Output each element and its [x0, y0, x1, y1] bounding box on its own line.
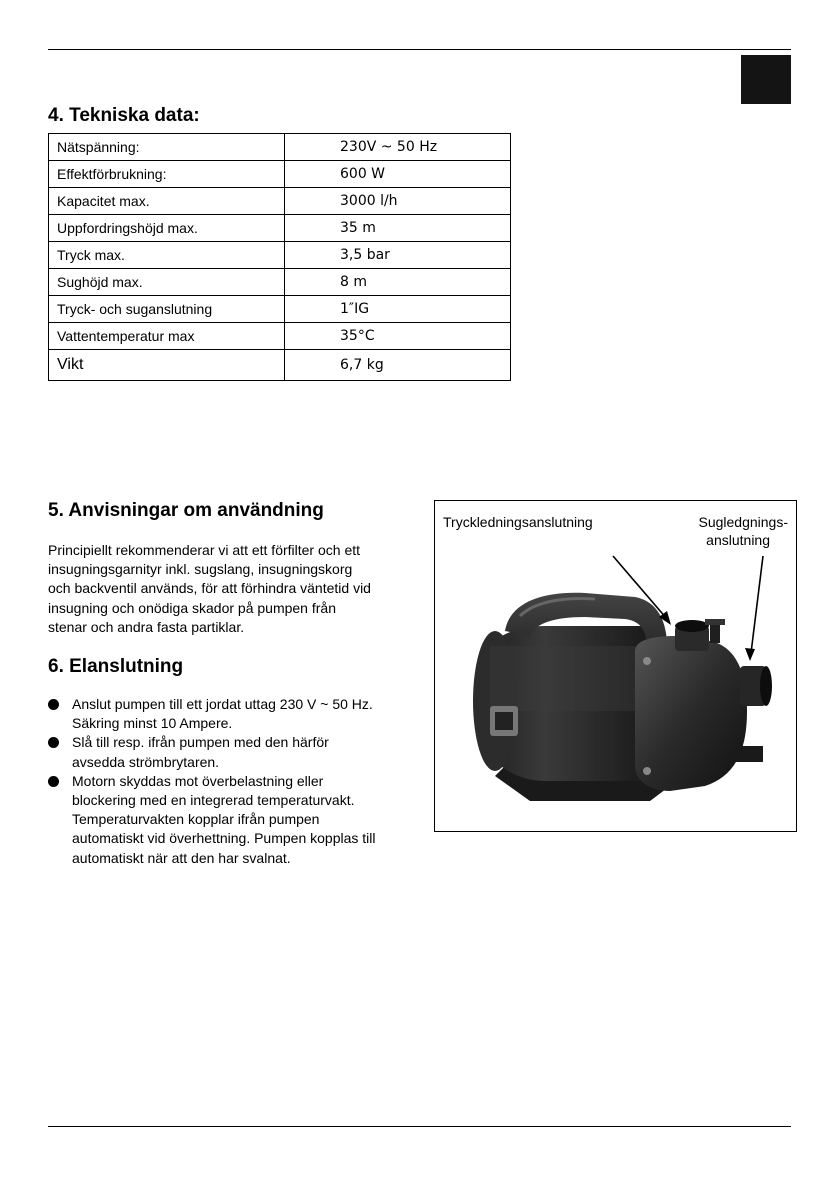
paragraph-line: insugning och onödiga skador på pumpen från [48, 599, 336, 616]
paragraph-line: och backventil används, för att förhindra väntetid vid [48, 580, 371, 597]
list-item [48, 695, 418, 733]
bullet-line: Motorn skyddas mot överbelastning eller [72, 772, 324, 789]
spec-value: 600 W [285, 161, 511, 188]
spec-value: 35°C [285, 323, 511, 350]
pump-head [635, 636, 747, 791]
bullet-line: avsedda strömbrytaren. [72, 753, 220, 770]
footer-rule [48, 1126, 791, 1127]
spec-value: 1″IG [285, 296, 511, 323]
table-row [49, 350, 511, 381]
pump-illustration [435, 501, 796, 831]
spec-label: Tryck max. [49, 242, 285, 269]
usage-paragraph [48, 541, 408, 637]
section-6-heading: 6. Elanslutning [48, 656, 184, 677]
bullet-line: Slå till resp. ifrån pumpen med den härför [72, 734, 329, 751]
table-row [49, 269, 511, 296]
spec-value: 6,7 kg [285, 350, 511, 381]
section-5-heading: 5. Anvisningar om användning [48, 500, 324, 521]
spec-value: 230V ~ 50 Hz [285, 134, 511, 161]
spec-value: 3000 l/h [285, 188, 511, 215]
suction-connection-label-line1: Sugledgnings- [698, 514, 788, 530]
bullet-icon [48, 699, 59, 710]
paragraph-line: insugningsgarnityr inkl. sugslang, insugningskorg [48, 561, 353, 578]
drain-plug [735, 746, 763, 762]
list-item [48, 733, 418, 771]
pressure-connection-label: Tryckledningsanslutning [443, 514, 593, 530]
language-tab-marker [741, 55, 791, 104]
table-row [49, 242, 511, 269]
bullet-line: Anslut pumpen till ett jordat uttag 230 V ~ 50 Hz. [72, 696, 373, 712]
bullet-line: Säkring minst 10 Ampere. [72, 715, 233, 732]
paragraph-line: Principiellt rekommenderar vi att ett förfilter och ett [48, 542, 361, 558]
spec-label: Kapacitet max. [49, 188, 285, 215]
bullet-line: Temperaturvakten kopplar ifrån pumpen [72, 811, 320, 828]
bullet-icon [48, 737, 59, 748]
fill-plug [710, 623, 720, 643]
bullet-line: blockering med en integrerad temperaturvakt. [72, 792, 355, 809]
header-rule [48, 49, 791, 50]
suction-connection-label-line2: anslutning [706, 532, 770, 548]
paragraph-line: stenar och andra fasta partiklar. [48, 618, 245, 635]
screw-icon [643, 657, 651, 665]
section-4-heading: 4. Tekniska data: [48, 105, 200, 126]
spec-label: Effektförbrukning: [49, 161, 285, 188]
table-row [49, 134, 511, 161]
table-row [49, 323, 511, 350]
table-row [49, 188, 511, 215]
table-row [49, 161, 511, 188]
list-item [48, 772, 418, 868]
spec-value: 35 m [285, 215, 511, 242]
electrical-bullet-list [48, 695, 418, 868]
spec-label: Vikt [49, 350, 285, 381]
spec-label: Vattentemperatur max [49, 323, 285, 350]
spec-label: Tryck- och suganslutning [49, 296, 285, 323]
spec-label: Sughöjd max. [49, 269, 285, 296]
bullet-line: automatiskt när att den har svalnat. [72, 849, 291, 866]
table-row [49, 215, 511, 242]
pump-figure [434, 500, 797, 832]
spec-label: Nätspänning: [49, 134, 285, 161]
screw-icon [643, 767, 651, 775]
spec-value: 3,5 bar [285, 242, 511, 269]
spec-label: Uppfordringshöjd max. [49, 215, 285, 242]
table-row [49, 296, 511, 323]
suction-arrow [751, 556, 763, 653]
spec-value: 8 m [285, 269, 511, 296]
bullet-icon [48, 776, 59, 787]
bullet-line: automatiskt vid överhettning. Pumpen kopplas till [72, 830, 376, 847]
technical-data-table [48, 133, 511, 381]
